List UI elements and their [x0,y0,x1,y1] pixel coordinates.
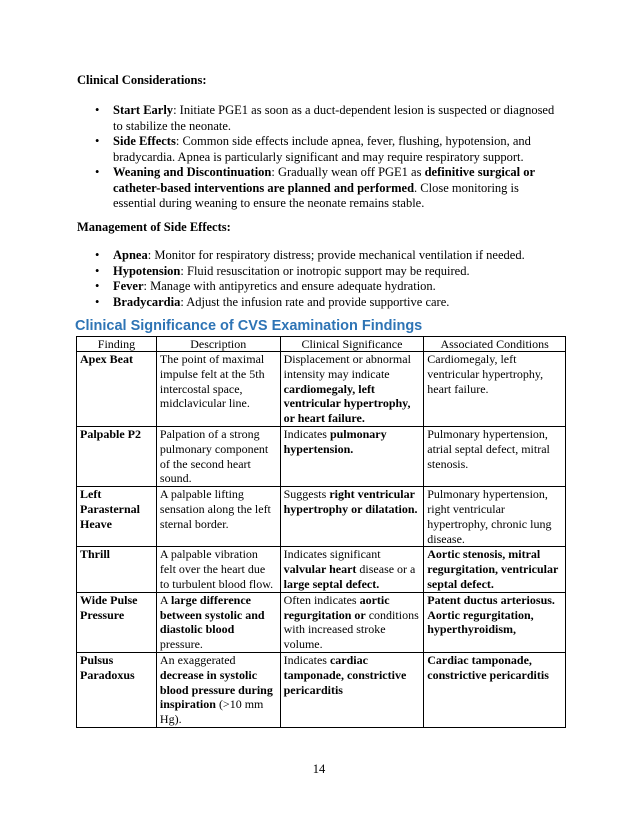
item-text: : Adjust the infusion rate and provide supportive care. [180,294,450,309]
description-cell: A palpable vibration felt over the heart due to turbulent blood flow. [156,547,280,592]
column-header: Description [156,337,280,352]
significance-cell: Indicates pulmonary hypertension. [280,426,424,486]
finding-cell: Left Parasternal Heave [77,487,157,547]
conditions-cell: Pulmonary hypertension, right ventricular hypertrophy, chronic lung disease. [424,487,566,547]
conditions-cell: Aortic stenosis, mitral regurgitation, ventricular septal defect. [424,547,566,592]
table-row [77,592,566,652]
bullet-icon: • [95,134,100,148]
description-cell: A palpable lifting sensation along the left sternal border. [156,487,280,547]
finding-cell: Wide Pulse Pressure [77,592,157,652]
finding-cell: Thrill [77,547,157,592]
list-item [95,295,565,311]
description-cell: Palpation of a strong pulmonary component of the second heart sound. [156,426,280,486]
finding-cell: Pulsus Paradoxus [77,652,157,727]
table-row [77,426,566,486]
table-row [77,352,566,427]
bullet-icon: • [95,263,100,278]
table-row [77,487,566,547]
significance-cell: Often indicates aortic regurgitation or conditions with increased stroke volume. [280,592,424,652]
item-text: : Gradually wean off PGE1 as [271,165,425,179]
list-item [95,248,565,264]
item-term: Hypotension [113,263,181,278]
description-cell: The point of maximal impulse felt at the 5th intercostal space, midclavicular line. [156,352,280,427]
description-cell: An exaggerated decrease in systolic blood pressure during inspiration (>10 mm Hg). [156,652,280,727]
clinical-considerations-heading: Clinical Considerations: [77,73,207,87]
conditions-cell: Cardiomegaly, left ventricular hypertrophy, heart failure. [424,352,566,427]
column-header: Clinical Significance [280,337,424,352]
item-term: Side Effects [113,134,176,148]
significance-cell: Suggests right ventricular hypertrophy or dilatation. [280,487,424,547]
finding-cell: Apex Beat [77,352,157,427]
item-text: : Common side effects include apnea, fever, flushing, hypotension, and bradycardia. Apnea is particularly significant and may require respiratory support. [113,134,531,164]
item-term: Bradycardia [113,294,181,309]
item-text: : Manage with antipyretics and ensure adequate hydration. [143,279,436,293]
item-emphasis: definitive surgical or catheter-based interventions are planned and performed [113,165,535,195]
table-row [77,547,566,592]
significance-cell: Indicates significant valvular heart disease or a large septal defect. [280,547,424,592]
bullet-icon: • [95,279,100,293]
bullet-icon: • [95,294,100,309]
item-text: : Initiate PGE1 as soon as a duct-dependent lesion is suspected or diagnosed to stabilize the neonate. [113,103,555,133]
list-item [95,279,565,295]
clinical-considerations-list [95,103,565,212]
conditions-cell: Cardiac tamponade, constrictive pericarditis [424,652,566,727]
item-term: Weaning and Discontinuation [113,165,272,179]
list-item [95,165,565,212]
table-header-row [77,337,566,352]
bullet-icon: • [95,165,100,179]
item-text: : Monitor for respiratory distress; provide mechanical ventilation if needed. [147,248,525,262]
cvs-findings-table [76,336,566,728]
description-cell: A large difference between systolic and diastolic blood pressure. [156,592,280,652]
item-term: Start Early [113,103,174,117]
list-item [95,103,565,134]
item-text: : Fluid resuscitation or inotropic support may be required. [180,263,470,278]
column-header: Finding [77,337,157,352]
finding-cell: Palpable P2 [77,426,157,486]
table-section-title: Clinical Significance of CVS Examination Findings [75,318,423,334]
conditions-cell: Pulmonary hypertension, atrial septal defect, mitral stenosis. [424,426,566,486]
bullet-icon: • [95,103,100,117]
item-term: Apnea [113,248,148,262]
significance-cell: Displacement or abnormal intensity may indicate cardiomegaly, left ventricular hypertrophy, or heart failure. [280,352,424,427]
management-heading: Management of Side Effects: [77,220,231,234]
item-text: . Close monitoring is essential during weaning to ensure the neonate remains stable. [113,180,519,210]
conditions-cell: Patent ductus arteriosus. Aortic regurgitation, hyperthyroidism, [424,592,566,652]
list-item [95,134,565,165]
management-list [95,248,565,310]
column-header: Associated Conditions [424,337,566,352]
significance-cell: Indicates cardiac tamponade, constrictive pericarditis [280,652,424,727]
table-row [77,652,566,727]
bullet-icon: • [95,248,100,262]
item-term: Fever [113,279,144,293]
list-item [95,264,565,280]
page-number: 14 [312,762,326,776]
